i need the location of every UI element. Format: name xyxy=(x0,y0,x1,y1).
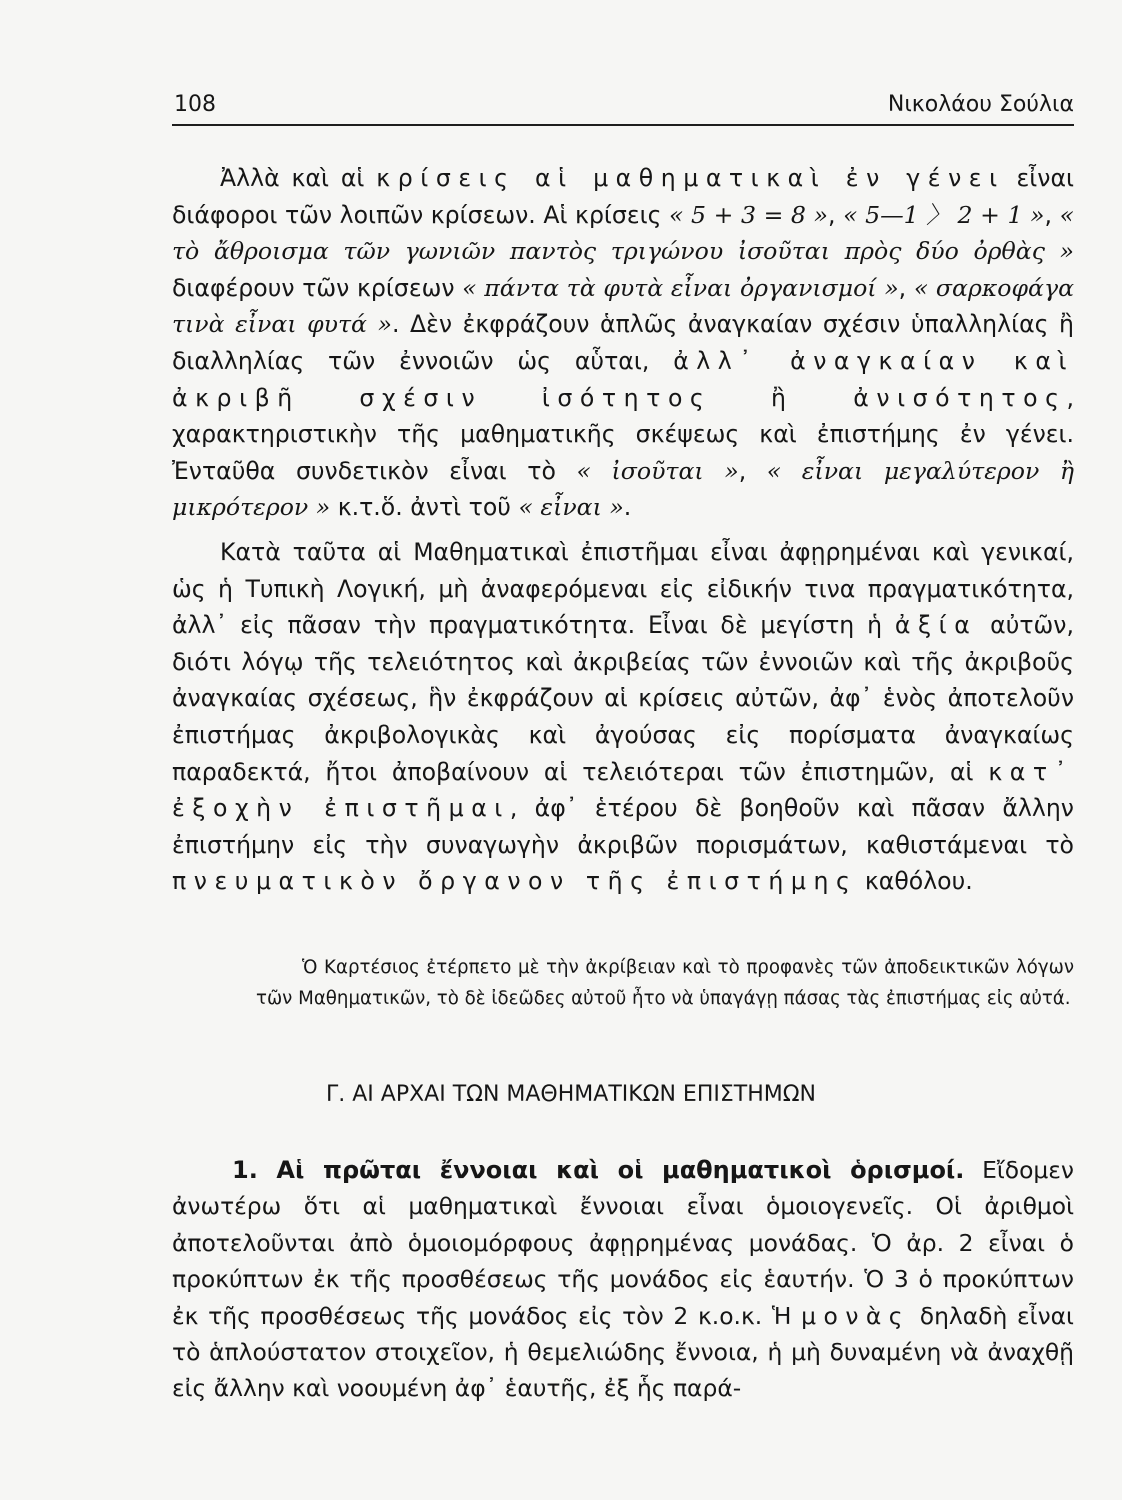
p2-spaced-katexochin: κατ᾽ ἐξοχὴν ἐπιστῆμαι xyxy=(172,757,1074,823)
page-header xyxy=(172,88,1074,126)
p1-spaced-2: ἀλλ᾽ ἀναγκαίαν καὶ ἀκριβῆ σχέσιν ἰσότητος ἢ ἀνισότητος xyxy=(172,346,1074,412)
section-heading: Γ. ΑΙ ΑΡΧΑΙ ΤΩΝ ΜΑΘΗΜΑΤΙΚΩΝ ΕΠΙΣΤΗΜΩΝ xyxy=(326,1082,816,1107)
s1-text-1: Εἴδομεν ἀνωτέρω ὅτι αἱ μαθηματικαὶ ἔννοιαι εἶναι ὁμοιογενεῖς. Οἱ ἀριθμοὶ ἀποτελοῦνται ἀπὸ ὁμοιομόρφους ἀφῃρημένας μονάδας. Ὁ ἀρ. 2 εἶναι ὁ προκύπτων ἐκ τῆς προσθέσεως τῆς μονάδος εἰς ἑαυτήν. Ὁ 3 ὁ προκύπτων ἐκ τῆς προσθέσεως τῆς μονάδος εἰς τὸν 2 κ.ο.κ. Ἡ xyxy=(172,1156,1074,1330)
p1-sep-2: , xyxy=(1044,200,1060,229)
p1-text-4: . Δὲν ἐκφράζουν ἁπλῶς ἀναγκαίαν σχέσιν ὑπαλληλίας ἢ διαλληλίας τῶν ἐννοιῶν ὡς αὗται, xyxy=(172,310,1074,375)
p2-text-4: καθόλου. xyxy=(857,867,973,896)
section-1 xyxy=(172,1152,1074,1407)
paragraph-2 xyxy=(172,534,1074,900)
p2-text-2: αὐτῶν, διότι λόγῳ τῆς τελειότητος καὶ ἀκριβείας τῶν ἐννοιῶν καὶ τῆς ἀκριβοῦς ἀναγκαίας σχέσεως, ἣν ἐκφράζουν αἱ κρίσεις αὐτῶν, ἀφ᾽ ἑνὸς ἀποτελοῦν ἐπιστήμας ἀκριβολογικὰς καὶ ἀγούσας εἰς πορίσματα ἀναγκαίως παραδεκτά, ἤτοι ἀποβαίνουν αἱ τελειότεραι τῶν ἐπιστημῶν, αἱ xyxy=(172,611,1074,786)
p1-text-6: κ.τ.ὅ. ἀντὶ τοῦ xyxy=(330,493,519,522)
s1-spaced-monas: μονὰς xyxy=(801,1301,911,1330)
p1-sep-4: , xyxy=(738,456,767,485)
equation-1: « 5 + 3 = 8 » xyxy=(669,200,828,229)
body-text xyxy=(172,160,1074,900)
p1-text-3: διαφέρουν τῶν κρίσεων xyxy=(172,273,463,302)
running-head: Νικολάου Σούλια xyxy=(887,92,1074,117)
p2-spaced-organon: πνευματικὸν ὄργανον τῆς ἐπιστήμης xyxy=(172,867,858,896)
quote-6: « εἶναι » xyxy=(518,493,624,522)
p1-text-5: , χαρακτηριστικὴν τῆς μαθηματικῆς σκέψεως καὶ ἐπιστήμης ἐν γένει. Ἐνταῦθα συνδετικὸν εἶναι τὸ xyxy=(172,383,1074,485)
p2-spaced-axia: ἀξία xyxy=(894,611,978,640)
s1-text-2: δηλαδὴ εἶναι τὸ ἁπλούστατον στοιχεῖον, ἡ θεμελιώδης ἔννοια, ἡ μὴ δυναμένη νὰ ἀναχθῇ εἰς ἄλλην καὶ νοουμένη ἀφ᾽ ἑαυτῆς, ἐξ ἧς παρά- xyxy=(172,1301,1074,1403)
quote-4: « ἰσοῦται » xyxy=(576,456,739,485)
p1-text-1: Ἀλλὰ καὶ αἱ xyxy=(220,164,377,192)
quote-5: « εἶναι μεγαλύτερον ἢ μικρότερον » xyxy=(172,456,1075,522)
quote-2: « πάντα τὰ φυτὰ εἶναι ὀργανισμοί » xyxy=(462,273,899,302)
subsection-heading: 1. Αἱ πρῶται ἔννοιαι καὶ οἱ μαθηματικοὶ ὁρισμοί. xyxy=(232,1156,965,1184)
p1-sep-3: , xyxy=(898,273,914,302)
p1-text-7: . xyxy=(623,493,632,522)
page-number: 108 xyxy=(174,92,216,117)
quote-3: « σαρκοφάγα τινὰ εἶναι φυτά » xyxy=(172,273,1074,339)
footnote: Ὁ Καρτέσιος ἐτέρπετο μὲ τὴν ἀκρίβειαν καὶ τὸ προφανὲς τῶν ἀποδεικτικῶν λόγων τῶν Μαθηματικῶν, τὸ δὲ ἰδεῶδες αὐτοῦ ἦτο νὰ ὑπαγάγῃ πάσας τὰς ἐπιστήμας εἰς αὐτά. xyxy=(256,957,1074,1009)
p1-spaced-1: κρίσεις αἱ μαθηματικαὶ ἐν γένει xyxy=(376,164,1005,192)
p1-text-2: εἶναι διάφοροι τῶν λοιπῶν κρίσεων. Αἱ κρίσεις xyxy=(172,164,1075,229)
p2-text-3: , ἀφ᾽ ἑτέρου δὲ βοηθοῦν καὶ πᾶσαν ἄλλην ἐπιστήμην εἰς τὴν συναγωγὴν ἀκριβῶν πορισμάτων, καθιστάμεναι τὸ xyxy=(172,794,1074,859)
p2-text-1: Κατὰ ταῦτα αἱ Μαθηματικαὶ ἐπιστῆμαι εἶναι ἀφῃρημέναι καὶ γενικαί, ὡς ἡ Τυπικὴ Λογική, μὴ ἀναφερόμεναι εἰς εἰδικήν τινα πραγματικότητα, ἀλλ᾽ εἰς πᾶσαν τὴν πραγματικότητα. Εἶναι δὲ μεγίστη ἡ xyxy=(172,537,1074,640)
p1-sep-1: , xyxy=(827,200,844,229)
paragraph-1 xyxy=(172,160,1074,526)
section-1-paragraph xyxy=(172,1152,1074,1407)
quote-1: « τὸ ἄθροισμα τῶν γωνιῶν παντὸς τριγώνου ἰσοῦται πρὸς δύο ὀρθὰς » xyxy=(172,200,1075,266)
equation-2: « 5—1 〉 2 + 1 » xyxy=(843,200,1045,229)
